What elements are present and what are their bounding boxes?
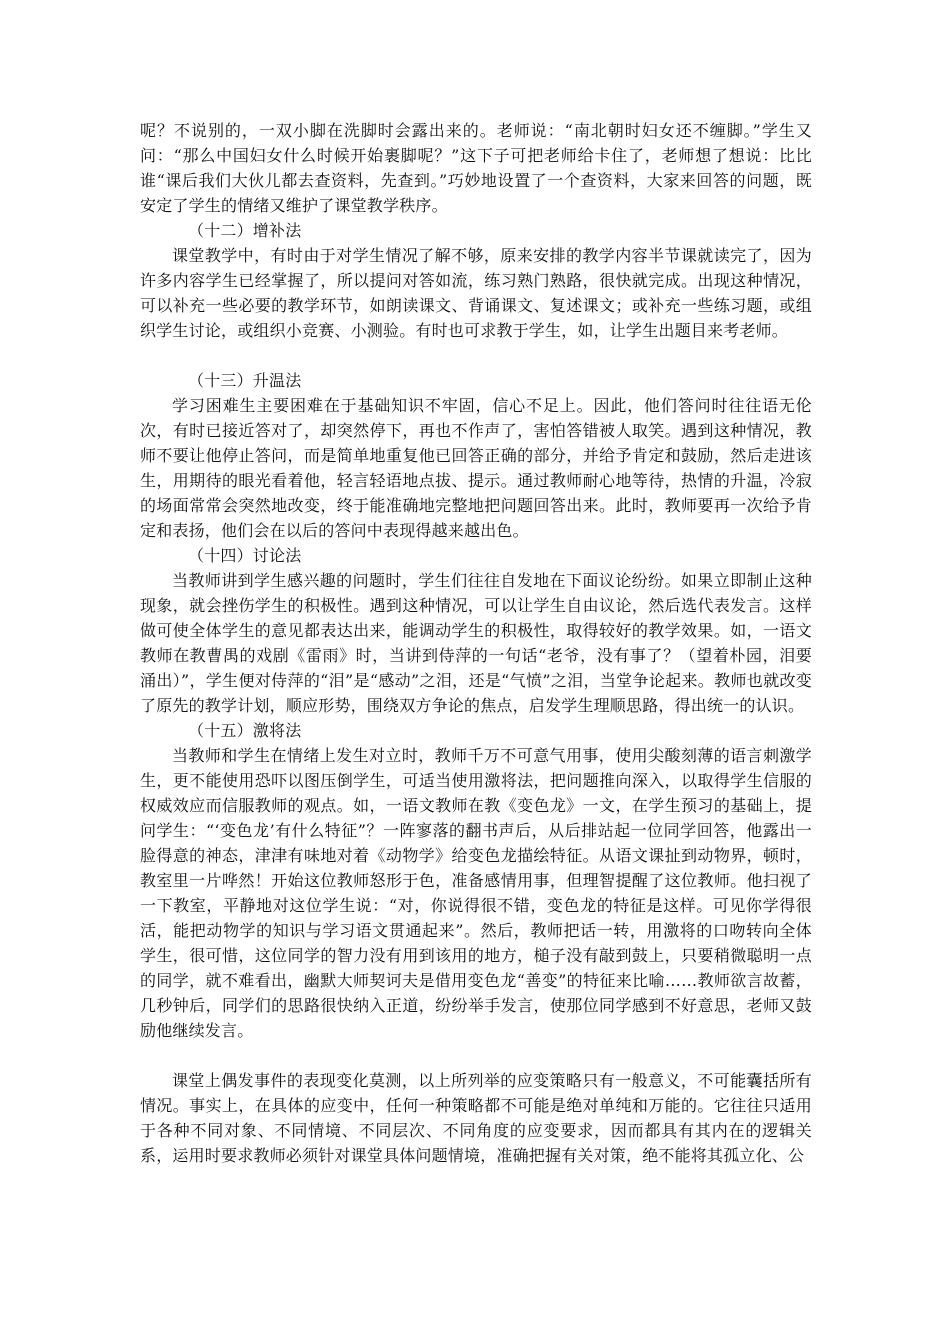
section-heading: （十二）增补法 [188,221,302,240]
body-paragraph: 当教师讲到学生感兴趣的问题时，学生们往往自发地在下面议论纷纷。如果立即制止这种现象，就会挫伤学生的积极性。遇到这种情况，可以让学生自由议论，然后选代表发言。这样做可使全体学生的意见都表达出来，能调动学生的积极性，取得较好的教学效果。如，一语文教师在教曹禺的戏剧《雷雨》时，当讲到侍萍的一句话“老爷，没有事了？（望着朴园，泪要涌出）”，学生便对侍萍的“泪”是“感动”之泪，还是“气愤”之泪，当堂争论起来。教师也就改变了原先的教学计划，顺应形势，围绕双方争论的焦点，启发学生理顺思路，得出统一的认识。 [140,571,812,715]
paragraph-spacer [140,343,812,368]
body-paragraph: 呢？不说别的，一双小脚在洗脚时会露出来的。老师说：“南北朝时妇女还不缠脚。”学生又问：“那么中国妇女什么时候开始裹脚呢？”这下子可把老师给卡住了，老师想了想说：比比谁“课后我们大伙儿都去查资料，先查到。”巧妙地设置了一个查资料，大家来回答的问题，既安定了学生的情绪又维护了课堂教学秩序。 [140,121,812,215]
section-heading: （十四）讨论法 [188,546,302,565]
body-paragraph: 学习困难生主要困难在于基础知识不牢固，信心不足上。因此，他们答问时往往语无伦次，有时已接近答对了，却突然停下，再也不作声了，害怕答错被人取笑。遇到这种情况，教师不要让他停止答问，而是简单地重复他已回答正确的部分，并给予肯定和鼓励，然后走进该生，用期待的眼光看着他，轻言轻语地点拔、提示。通过教师耐心地等待，热情的升温，冷寂的场面常常会突然地改变，终于能准确地完整地把问题回答出来。此时，教师要再一次给予肯定和表扬，他们会在以后的答问中表现得越来越出色。 [140,396,812,540]
paragraph-spacer [140,1043,812,1068]
body-paragraph: 课堂上偶发事件的表现变化莫测，以上所列举的应变策略只有一般意义，不可能囊括所有情况。事实上，在具体的应变中，任何一种策略都不可能是绝对单纯和万能的。它往往只适用于各种不同对象、不同情境、不同层次、不同角度的应变要求，因而都具有其内在的逻辑关系，运用时要求教师必须针对课堂具体问题情境，准确把握有关对策，绝不能将其孤立化、公 [140,1071,812,1165]
body-paragraph: 当教师和学生在情绪上发生对立时，教师千万不可意气用事，使用尖酸刻薄的语言刺激学生，更不能使用恐吓以图压倒学生，可适当使用激将法，把问题推向深入，以取得学生信服的权威效应而信服教师的观点。如，一语文教师在教《变色龙》一文，在学生预习的基础上，提问学生：“‘变色龙’有什么特征”？一阵寥落的翻书声后，从后排站起一位同学回答，他露出一脸得意的神态，津津有味地对着《动物学》给变色龙描绘特征。从语文课扯到动物界，顿时，教室里一片哗然！开始这位教师怒形于色，准备感情用事，但理智提醒了这位教师。他扫视了一下教室，平静地对这位学生说：“对，你说得很不错，变色龙的特征是这样。可见你学得很活，能把动物学的知识与学习语文贯通起来”。然后，教师把话一转，用激将的口吻转向全体学生，很可惜，这位同学的智力没有用到该用的地方，槌子没有敲到鼓上，只要稍微聪明一点的同学，就不难看出，幽默大师契诃夫是借用变色龙“善变”的特征来比喻……教师欲言故蓄，几秒钟后，同学们的思路很快纳入正道，纷纷举手发言，使那位同学感到不好意思，老师又鼓励他继续发言。 [140,746,812,1040]
body-paragraph: 课堂教学中，有时由于对学生情况了解不够，原来安排的教学内容半节课就读完了，因为许多内容学生已经掌握了，所以提问对答如流，练习熟门熟路，很快就完成。出现这种情况，可以补充一些必要的教学环节，如朗读课文、背诵课文、复述课文；或补充一些练习题，或组织学生讨论，或组织小竞赛、小测验。有时也可求教于学生，如，让学生出题目来考老师。 [140,246,812,340]
section-heading: （十五）激将法 [188,721,302,740]
document-page [140,118,812,1168]
section-heading: （十三）升温法 [188,371,302,390]
